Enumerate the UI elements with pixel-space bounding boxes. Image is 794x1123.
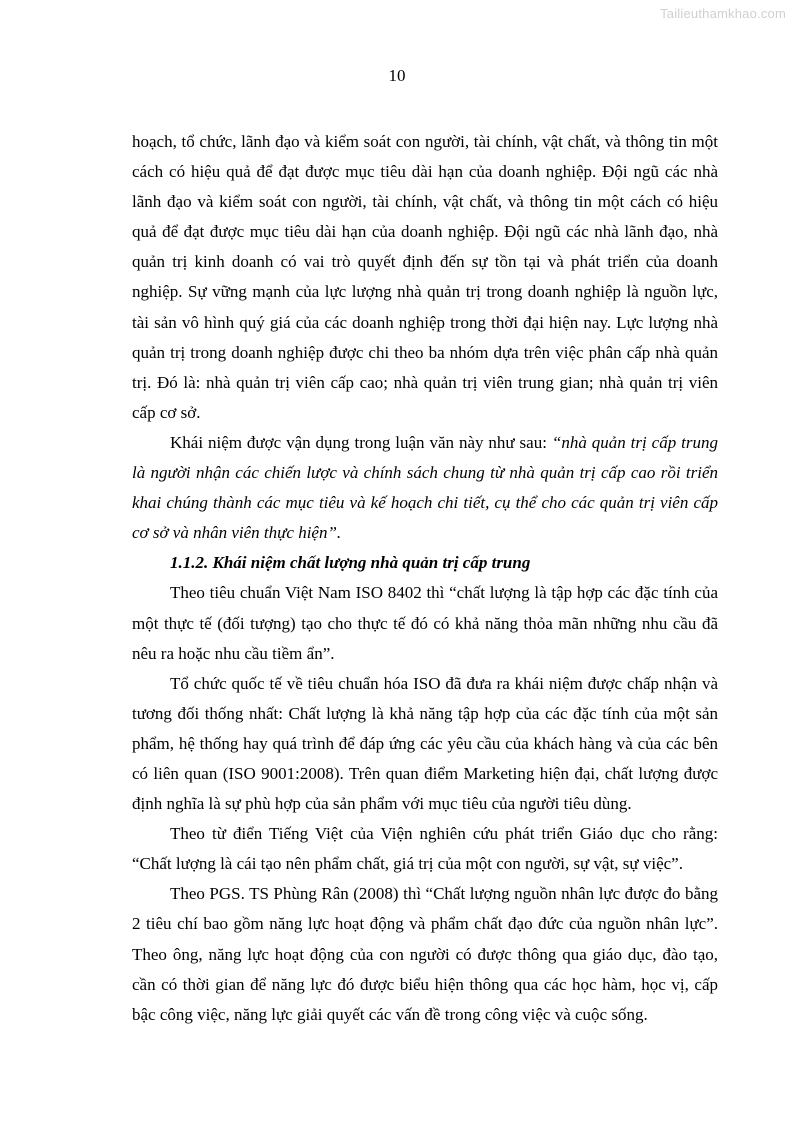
concept-intro-text: Khái niệm được vận dụng trong luận văn này như sau: [170,432,552,452]
watermark: Tailieuthamkhao.com [660,6,786,21]
concept-quote: “nhà quản trị cấp trung là người nhận các chiến lược và chính sách chung từ nhà quản trị cấp cao rồi triển khai chúng thành các mục tiêu và kế hoạch chi tiết, cụ thể cho các quản trị viên cấp cơ sở và nhân viên thực hiện”. [132,432,718,543]
paragraph-phung-ran: Theo PGS. TS Phùng Rân (2008) thì “Chất lượng nguồn nhân lực được đo bằng 2 tiêu chí bao gồm năng lực hoạt động và phẩm chất đạo đức của nguồn nhân lực”. Theo ông, năng lực hoạt động của con người có được thông qua giáo dục, đào tạo, cần có thời gian để năng lực đó được biểu hiện thông qua các học hàm, học vị, cấp bậc công việc, năng lực giải quyết các vấn đề trong công việc và cuộc sống. [132,884,718,1024]
paragraph-dictionary: Theo từ điển Tiếng Việt của Viện nghiên cứu phát triển Giáo dục cho rằng: “Chất lượng là cái tạo nên phẩm chất, giá trị của một con người, sự vật, sự việc”. [132,824,718,874]
section-heading: 1.1.2. Khái niệm chất lượng nhà quản trị cấp trung [170,553,531,573]
paragraph-concept-definition [132,428,718,548]
paragraph-iso-organization: Tổ chức quốc tế về tiêu chuẩn hóa ISO đã đưa ra khái niệm được chấp nhận và tương đối thống nhất: Chất lượng là khả năng tập hợp của các đặc tính của một sản phẩm, hệ thống hay quá trình để đáp ứng các yêu cầu của khách hàng và của các bên có liên quan (ISO 9001:2008). Trên quan điểm Marketing hiện đại, chất lượng được định nghĩa là sự phù hợp của sản phẩm với mục tiêu của người tiêu dùng. [132,673,718,814]
document-body [132,127,718,1030]
paragraph-continuation: hoạch, tổ chức, lãnh đạo và kiểm soát con người, tài chính, vật chất, và thông tin một cách có hiệu quả để đạt được mục tiêu dài hạn của doanh nghiệp. Đội ngũ các nhà lãnh đạo và kiểm soát con người, tài chính, vật chất, và thông tin một cách có hiệu quả để đạt được mục tiêu dài hạn của doanh nghiệp. Đội ngũ các nhà lãnh đạo, nhà quản trị kinh doanh có vai trò quyết định đến sự tồn tại và phát triển của doanh nghiệp. Sự vững mạnh của lực lượng nhà quản trị trong doanh nghiệp là nguồn lực, tài sản vô hình quý giá của các doanh nghiệp trong thời đại hiện nay. Lực lượng nhà quản trị trong doanh nghiệp được chi theo ba nhóm dựa trên việc phân cấp nhà quản trị. Đó là: nhà quản trị viên cấp cao; nhà quản trị viên trung gian; nhà quản trị viên cấp cơ sở. [132,132,718,422]
paragraph-iso-8402: Theo tiêu chuẩn Việt Nam ISO 8402 thì “chất lượng là tập hợp các đặc tính của một thực tế (đối tượng) tạo cho thực tế đó có khả năng thỏa mãn những nhu cầu đã nêu ra hoặc nhu cầu tiềm ẩn”. [132,583,718,663]
page-number: 10 [388,66,406,85]
